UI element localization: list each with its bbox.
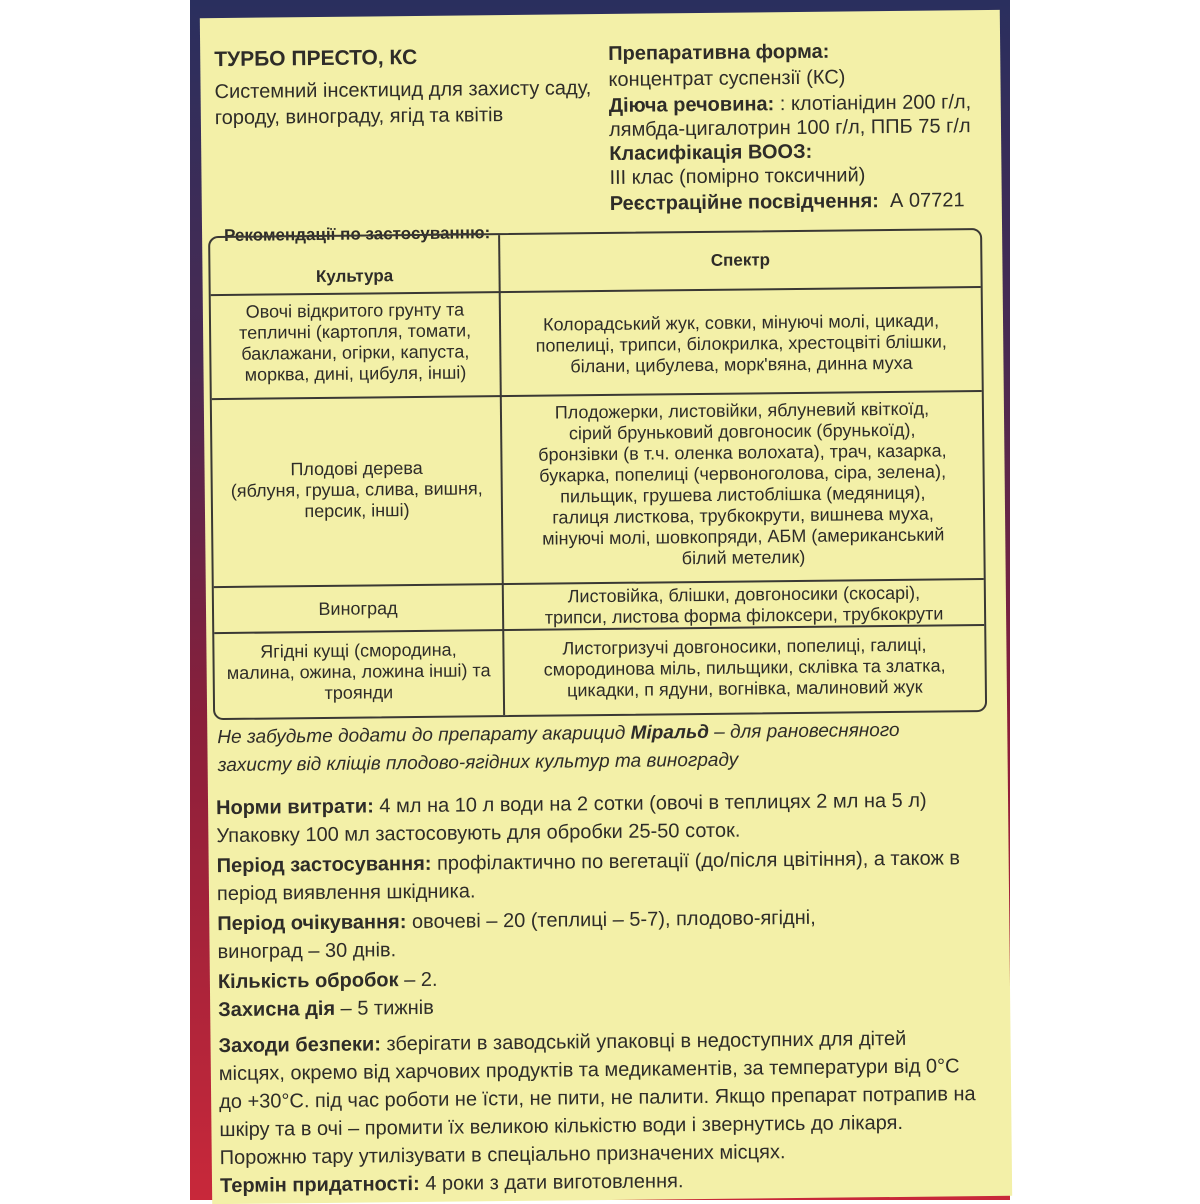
norms-value: 4 мл на 10 л води на 2 сотки (овочі в теплицях 2 мл на 5 л) (373, 789, 927, 818)
application-period-line (217, 846, 961, 878)
culture-line: троянди (324, 682, 394, 703)
registration-line (610, 188, 965, 216)
application-period-label: Період застосування: (216, 852, 432, 878)
safety-label: Заходи безпеки: (218, 1033, 382, 1058)
spectrum-line: сірий бруньковий довгоносик (брунькоїд), (568, 419, 916, 444)
table-row-berries-spectrum (504, 634, 985, 702)
norms-line (216, 789, 927, 820)
product-subtitle-line-2: городу, винограду, ягід та квітів (214, 104, 504, 130)
spectrum-line: Листовійка, блішки, довгоносики (скосарі), (567, 582, 921, 607)
treatment-count-line (218, 968, 438, 994)
acaricide-note-line-1 (217, 719, 899, 750)
registration-value: А 07721 (889, 189, 965, 213)
spectrum-line: Плодожерки, листовійки, яблуневий квіткоїд, (554, 398, 930, 423)
table-row-divider (211, 286, 981, 296)
culture-line: Ягідні кущі (смородина, (260, 639, 457, 662)
product-subtitle-line-1: Системний інсектицид для захисту саду, (214, 77, 592, 104)
safety-line-5: Порожню тару утилізувати в спеціально призначених місцях. (219, 1141, 786, 1170)
spectrum-line: бронзівки (в т.ч. оленка волохата), трач, казарка, (538, 440, 947, 465)
culture-line: Овочі відкритого грунту та (245, 299, 465, 322)
waiting-period-value: овочеві – 20 (теплиці – 5-7), плодово-ягідні, (406, 906, 816, 934)
safety-line-2: місцях, окремо від харчових продуктів та медикаментів, за температури від 0°С (218, 1055, 960, 1086)
active-ingredient-line-2: лямбда-цигалотрин 100 г/л, ППБ 75 г/л (608, 115, 971, 141)
recommendations-title: Рекомендації по застосуванню: (223, 223, 491, 245)
safety-value: зберігати в заводській упаковці в недоступних для дітей (380, 1027, 907, 1056)
spectrum-line: смородинова міль, пильщики, склівка та златка, (543, 655, 946, 680)
active-ingredient-value: : клотіанідин 200 г/л, (779, 91, 972, 116)
table-row-grapes-spectrum (504, 582, 984, 629)
application-period-line-2: період виявлення шкідника. (216, 880, 476, 906)
spectrum-line: Листогризучі довгоносики, попелиці, галиці, (562, 634, 927, 659)
form-value: концентрат суспензії (КС) (608, 66, 846, 91)
table-header-spectrum: Спектр (710, 250, 771, 270)
safety-line (218, 1027, 906, 1058)
spectrum-line: білий метелик) (681, 546, 806, 569)
spectrum-line: галиця листкова, трубкокрути, вишнева муха, (552, 503, 934, 528)
form-label: Препаративна форма: (608, 40, 830, 65)
norms-line-2: Упаковку 100 мл застосовують для обробки 25-50 соток. (216, 819, 741, 848)
table-row-vegetables-culture (211, 299, 500, 386)
table-row-berries-culture (214, 639, 503, 705)
culture-line: (яблуня, груша, слива, вишня, (230, 478, 483, 501)
waiting-period-line (217, 906, 816, 936)
safety-line-4: шкіру та в очі – промити їх великою кількістю води і звернутись до лікаря. (219, 1111, 904, 1142)
spectrum-line: білани, цибулева, морк'вяна, динна муха (570, 352, 913, 377)
protection-line (218, 996, 434, 1022)
protection-value: – 5 тижнів (334, 996, 434, 1020)
spectrum-line: букарка, попелиці (червоноголова, сіра, зелена), (539, 461, 947, 486)
norms-label: Норми витрати: (215, 795, 374, 820)
shelf-life-label: Термін придатності: (219, 1172, 420, 1198)
shelf-life-line (220, 1169, 684, 1198)
culture-line: баклажани, огірки, капуста, (241, 341, 470, 364)
culture-line: Виноград (318, 598, 398, 620)
spectrum-line: цикадки, п ядуни, вогнівка, малиновий жук (567, 676, 923, 701)
treatment-count-label: Кількість обробок (217, 969, 399, 994)
waiting-period-label: Період очікування: (217, 911, 407, 936)
who-class-label: Класифікація ВООЗ: (609, 140, 813, 165)
waiting-period-line-2: виноград – 30 днів. (217, 939, 397, 964)
table-row-fruit-trees-spectrum (502, 398, 984, 571)
culture-line: морква, дині, цибуля, інші) (244, 362, 467, 385)
spectrum-line: трипси, листова форма філоксери, трубкокрути (544, 603, 944, 628)
table-row-grapes-culture (214, 597, 502, 621)
table-row-fruit-trees-culture (212, 457, 501, 523)
culture-line: Плодові дерева (290, 457, 423, 480)
note-text: Не забудьте додати до препарату акарицид (217, 722, 631, 749)
protection-label: Захисна дія (218, 997, 336, 1022)
registration-label: Реєстраційне посвідчення: (609, 190, 879, 215)
culture-line: малина, ожина, ложина інші) та (226, 660, 491, 683)
application-period-value: профілактично по вегетації (до/після цвітіння), а також в (431, 847, 961, 875)
spectrum-line: Колорадський жук, совки, мінуючі молі, цикади, (542, 310, 940, 335)
product-label (200, 10, 1012, 1204)
active-ingredient-label: Діюча речовина: (608, 93, 775, 117)
spectrum-line: попелиці, трипси, білокрилка, хрестоцвіті блішки, (535, 331, 947, 356)
recommendations-table (208, 228, 987, 720)
culture-line: тепличні (картопля, томати, (239, 320, 472, 343)
safety-line-3: до +30°С. під час роботи не їсти, не пити, не палити. Якщо препарат потрапив на (219, 1083, 976, 1114)
spectrum-line: пильщик, грушева листоблішка (медяниця), (560, 482, 926, 507)
product-title: ТУРБО ПРЕСТО, КС (214, 45, 418, 72)
note-text: – для рановесняного (708, 719, 900, 743)
shelf-life-value: 4 роки з дати виготовлення. (419, 1170, 684, 1195)
note-brand: Міральд (630, 721, 710, 744)
acaricide-note-line-2: захисту від кліщів плодово-ягідних культур та винограду (217, 749, 739, 777)
spectrum-line: мінуючі молі, шовкопряди, АБМ (американський (542, 524, 945, 549)
culture-line: персик, інші) (304, 500, 410, 522)
table-row-vegetables-spectrum (501, 310, 982, 378)
treatment-count-value: – 2. (398, 968, 438, 992)
table-header-culture: Культура (315, 266, 394, 287)
who-class-value: III клас (помірно токсичний) (609, 164, 866, 189)
